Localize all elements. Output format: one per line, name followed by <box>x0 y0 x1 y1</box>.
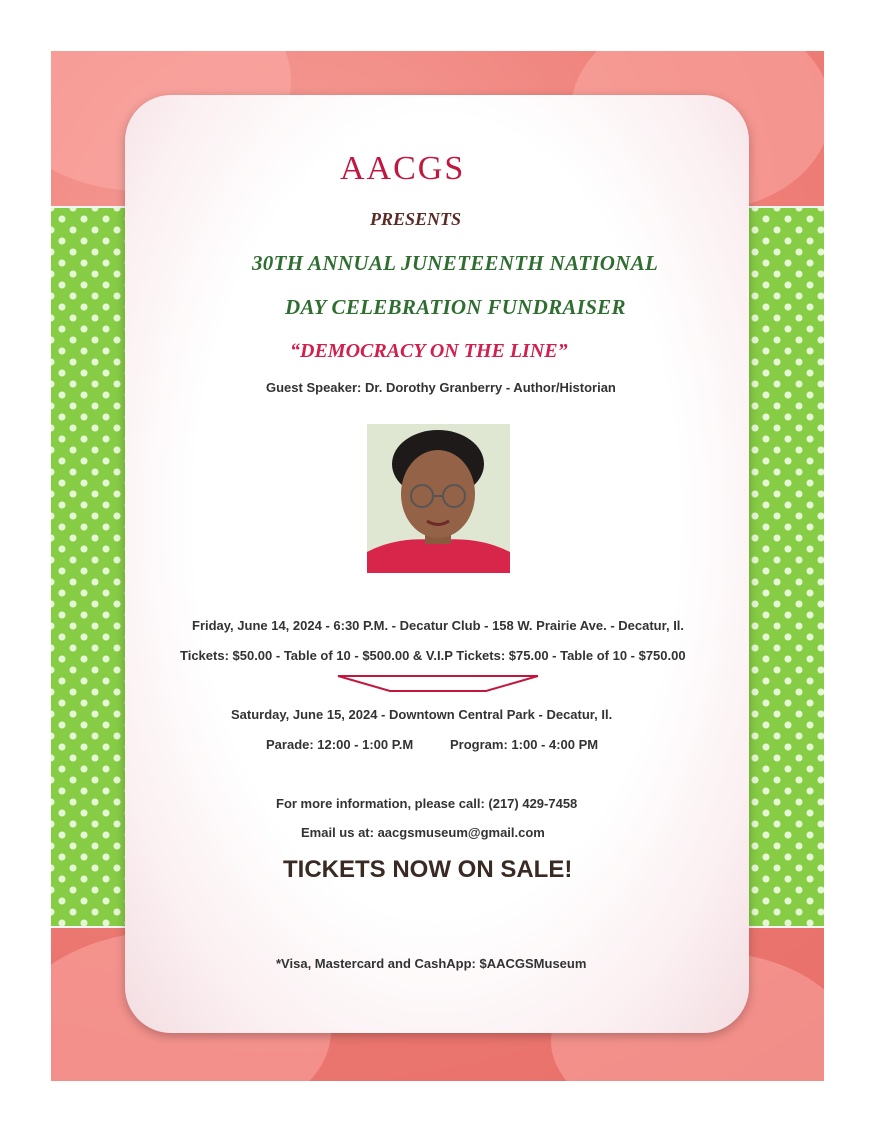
event-theme: “DEMOCRACY ON THE LINE” <box>290 340 568 362</box>
event-title-line2: DAY CELEBRATION FUNDRAISER <box>285 295 626 319</box>
presents-label: PRESENTS <box>370 209 462 229</box>
speaker-portrait-icon <box>367 424 510 573</box>
event-title-line1: 30TH ANNUAL JUNETEENTH NATIONAL <box>252 251 659 275</box>
parade-time: Parade: 12:00 - 1:00 P.M <box>266 737 414 752</box>
payment-note: *Visa, Mastercard and CashApp: $AACGSMuseum <box>276 956 587 971</box>
tickets-sale-banner: TICKETS NOW ON SALE! <box>283 856 573 883</box>
divider-shape <box>336 674 540 694</box>
program-time: Program: 1:00 - 4:00 PM <box>450 737 599 752</box>
event1-details: Friday, June 14, 2024 - 6:30 P.M. - Decatur Club - 158 W. Prairie Ave. - Decatur, Il. <box>192 618 685 633</box>
ticket-prices: Tickets: $50.00 - Table of 10 - $500.00 & V.I.P Tickets: $75.00 - Table of 10 - $750.00 <box>180 648 686 663</box>
organization-name: AACGS <box>340 150 466 187</box>
event2-details: Saturday, June 15, 2024 - Downtown Central Park - Decatur, Il. <box>231 707 613 722</box>
contact-email: Email us at: aacgsmuseum@gmail.com <box>301 825 545 840</box>
contact-phone: For more information, please call: (217) 429-7458 <box>276 796 578 811</box>
guest-speaker: Guest Speaker: Dr. Dorothy Granberry - Author/Historian <box>266 380 616 395</box>
speaker-photo <box>367 424 510 573</box>
